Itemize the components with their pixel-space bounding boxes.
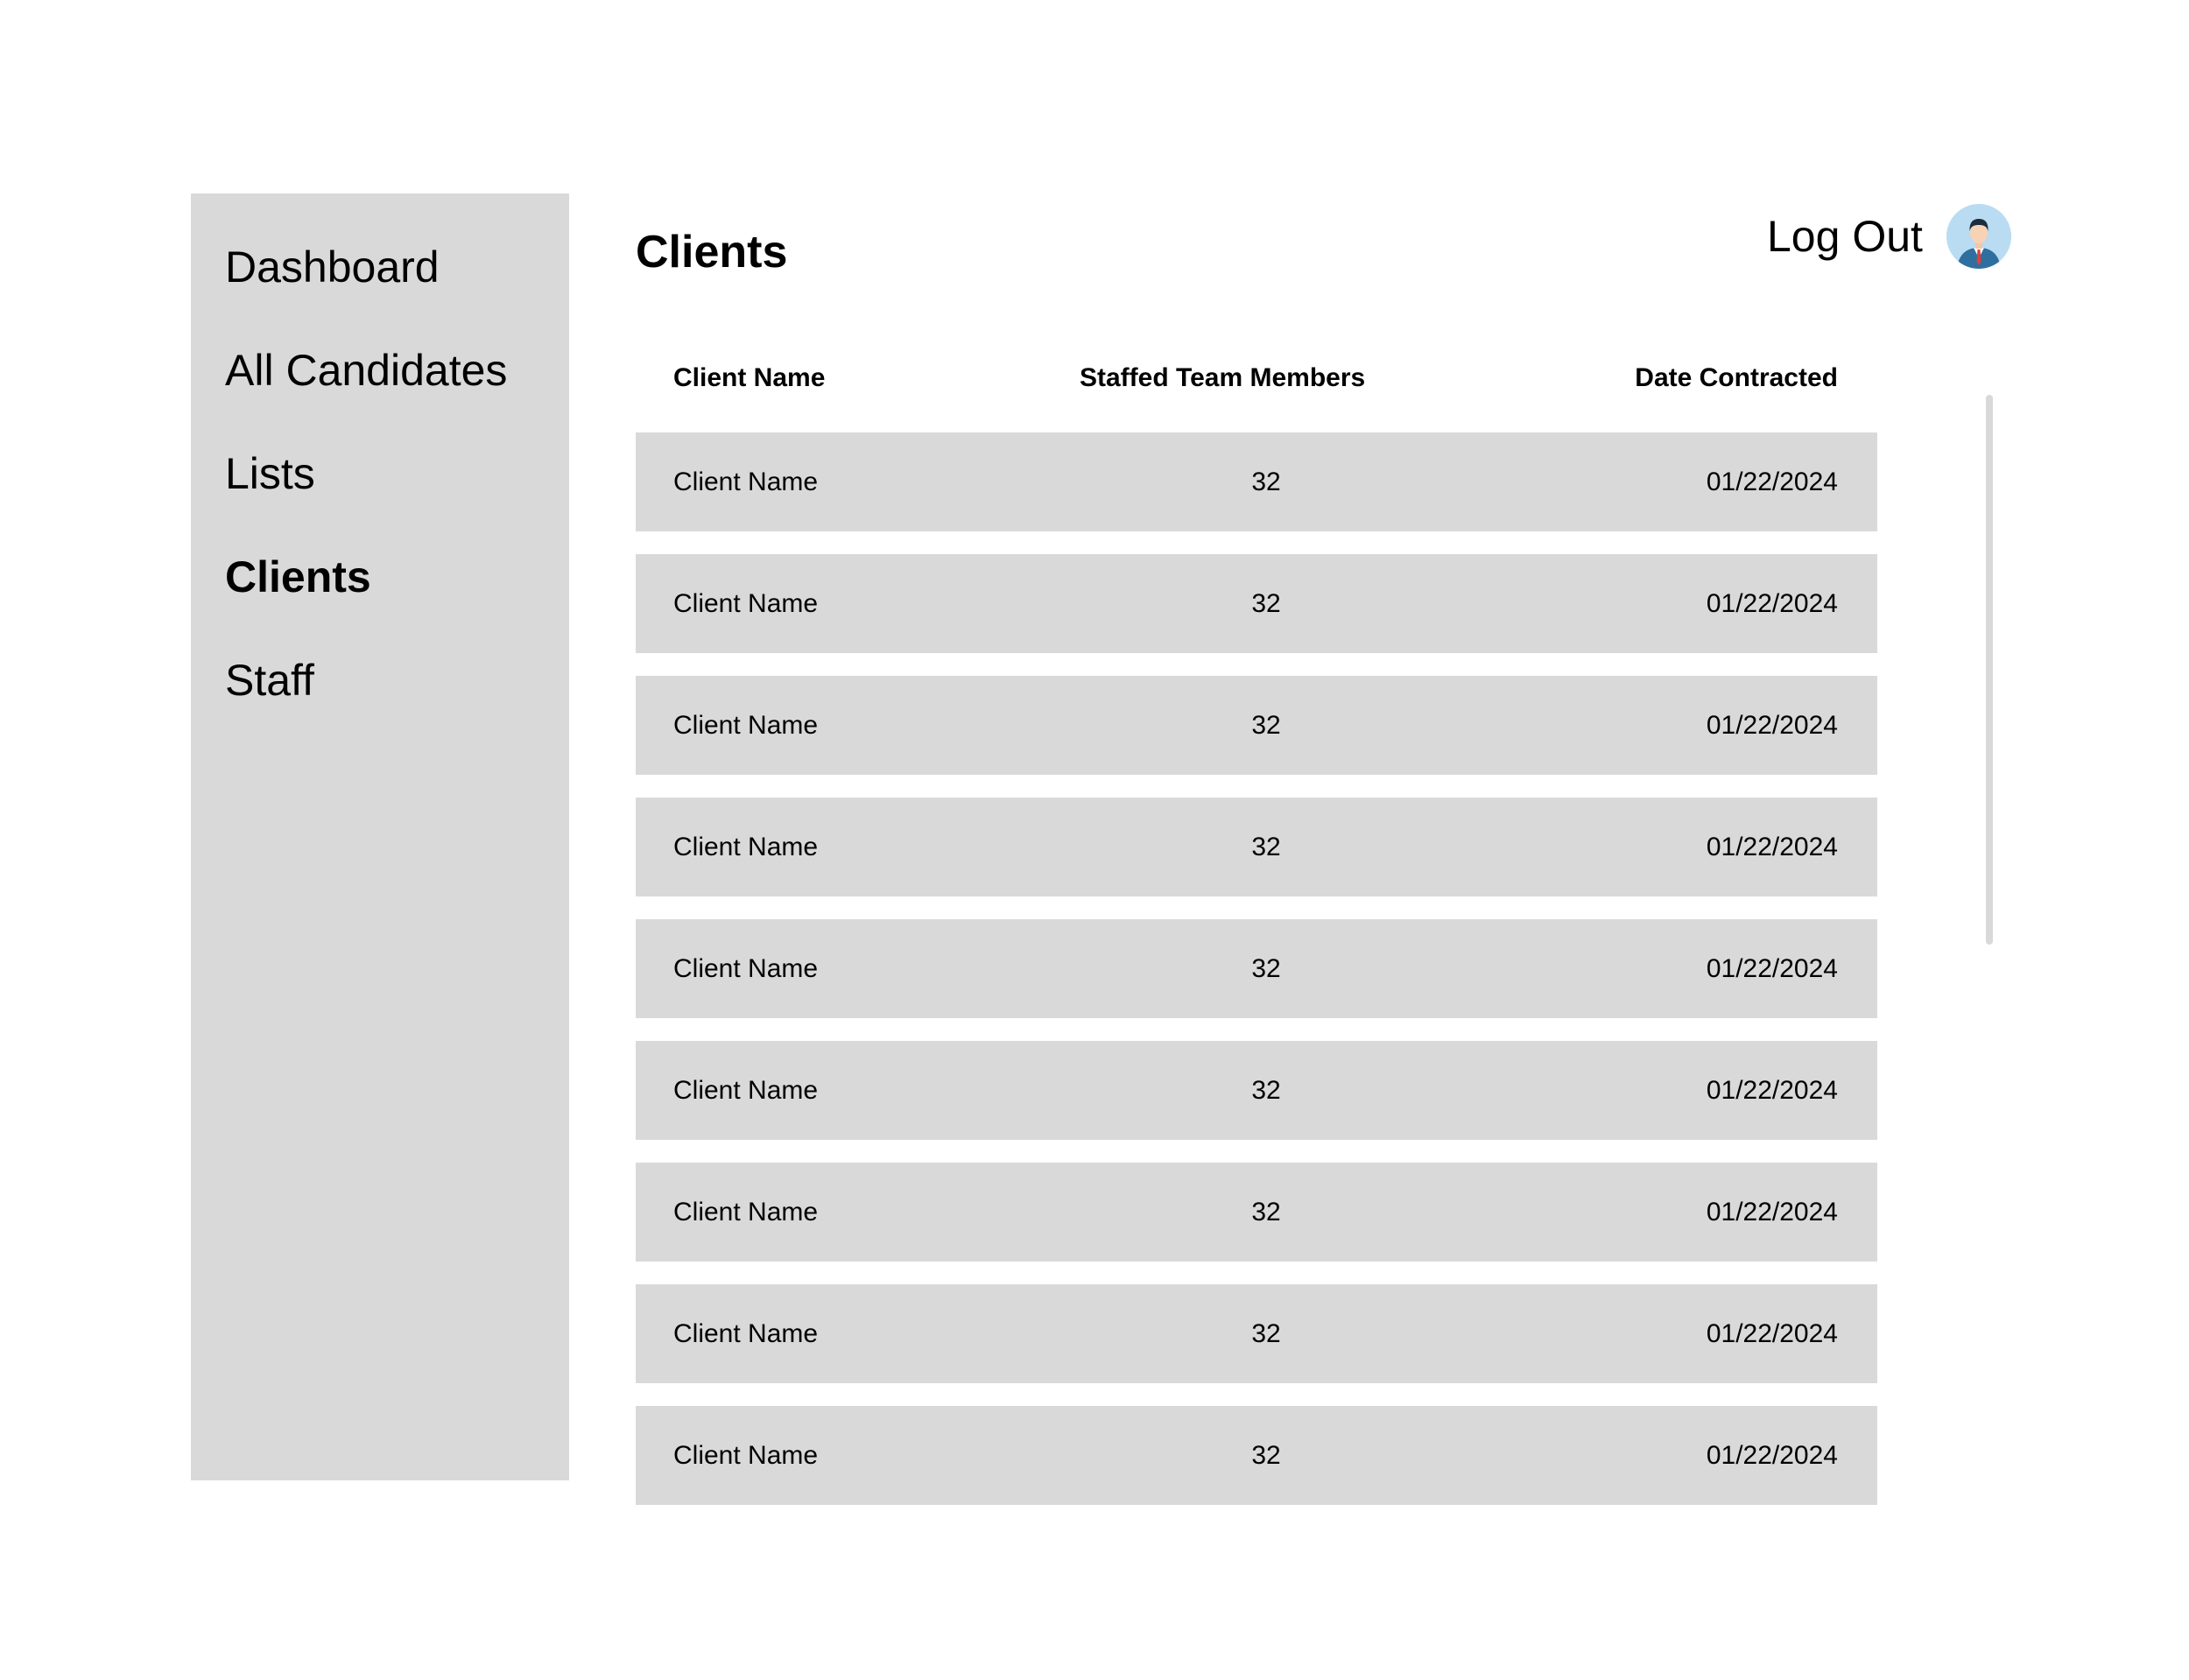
sidebar-item-dashboard[interactable]: Dashboard (225, 243, 440, 292)
table-row[interactable] (636, 1406, 1877, 1505)
clients-table-body (636, 432, 1877, 1528)
table-scrollbar[interactable] (1986, 395, 1993, 945)
sidebar-item-lists[interactable]: Lists (225, 449, 315, 498)
cell-client-name: Client Name (673, 1076, 819, 1105)
cell-client-name: Client Name (673, 833, 819, 861)
cell-staffed-team-members: 32 (1251, 1441, 1281, 1470)
column-header-date-contracted[interactable]: Date Contracted (1635, 363, 1838, 392)
table-row[interactable] (636, 798, 1877, 896)
cell-date-contracted: 01/22/2024 (1706, 1441, 1838, 1470)
cell-staffed-team-members: 32 (1251, 711, 1281, 740)
table-row[interactable] (636, 432, 1877, 531)
cell-client-name: Client Name (673, 467, 819, 496)
cell-date-contracted: 01/22/2024 (1706, 833, 1838, 861)
user-avatar-graphic (1946, 204, 2011, 269)
sidebar (191, 193, 569, 1480)
page-title: Clients (636, 227, 788, 278)
cell-client-name: Client Name (673, 1198, 819, 1227)
cell-staffed-team-members: 32 (1251, 1319, 1281, 1348)
cell-staffed-team-members: 32 (1251, 467, 1281, 496)
cell-staffed-team-members: 32 (1251, 589, 1281, 618)
cell-staffed-team-members: 32 (1251, 1076, 1281, 1105)
table-row[interactable] (636, 1163, 1877, 1262)
cell-date-contracted: 01/22/2024 (1706, 1319, 1838, 1348)
cell-date-contracted: 01/22/2024 (1706, 711, 1838, 740)
cell-client-name: Client Name (673, 1441, 819, 1470)
cell-staffed-team-members: 32 (1251, 833, 1281, 861)
table-row[interactable] (636, 676, 1877, 775)
table-row[interactable] (636, 1041, 1877, 1140)
sidebar-item-all-candidates[interactable]: All Candidates (225, 346, 508, 395)
table-row[interactable] (636, 919, 1877, 1018)
cell-staffed-team-members: 32 (1251, 954, 1281, 983)
cell-client-name: Client Name (673, 954, 819, 983)
cell-date-contracted: 01/22/2024 (1706, 589, 1838, 618)
cell-staffed-team-members: 32 (1251, 1198, 1281, 1227)
cell-date-contracted: 01/22/2024 (1706, 1198, 1838, 1227)
user-avatar-icon[interactable] (1946, 204, 2011, 269)
table-row[interactable] (636, 554, 1877, 653)
cell-client-name: Client Name (673, 711, 819, 740)
column-header-staffed-team-members[interactable]: Staffed Team Members (1080, 363, 1366, 392)
sidebar-item-staff[interactable]: Staff (225, 656, 314, 705)
cell-date-contracted: 01/22/2024 (1706, 954, 1838, 983)
logout-button[interactable]: Log Out (1767, 212, 1923, 261)
cell-client-name: Client Name (673, 589, 819, 618)
cell-client-name: Client Name (673, 1319, 819, 1348)
sidebar-item-clients[interactable]: Clients (225, 552, 371, 601)
table-row[interactable] (636, 1284, 1877, 1383)
column-header-client-name[interactable]: Client Name (673, 363, 826, 392)
cell-date-contracted: 01/22/2024 (1706, 1076, 1838, 1105)
cell-date-contracted: 01/22/2024 (1706, 467, 1838, 496)
